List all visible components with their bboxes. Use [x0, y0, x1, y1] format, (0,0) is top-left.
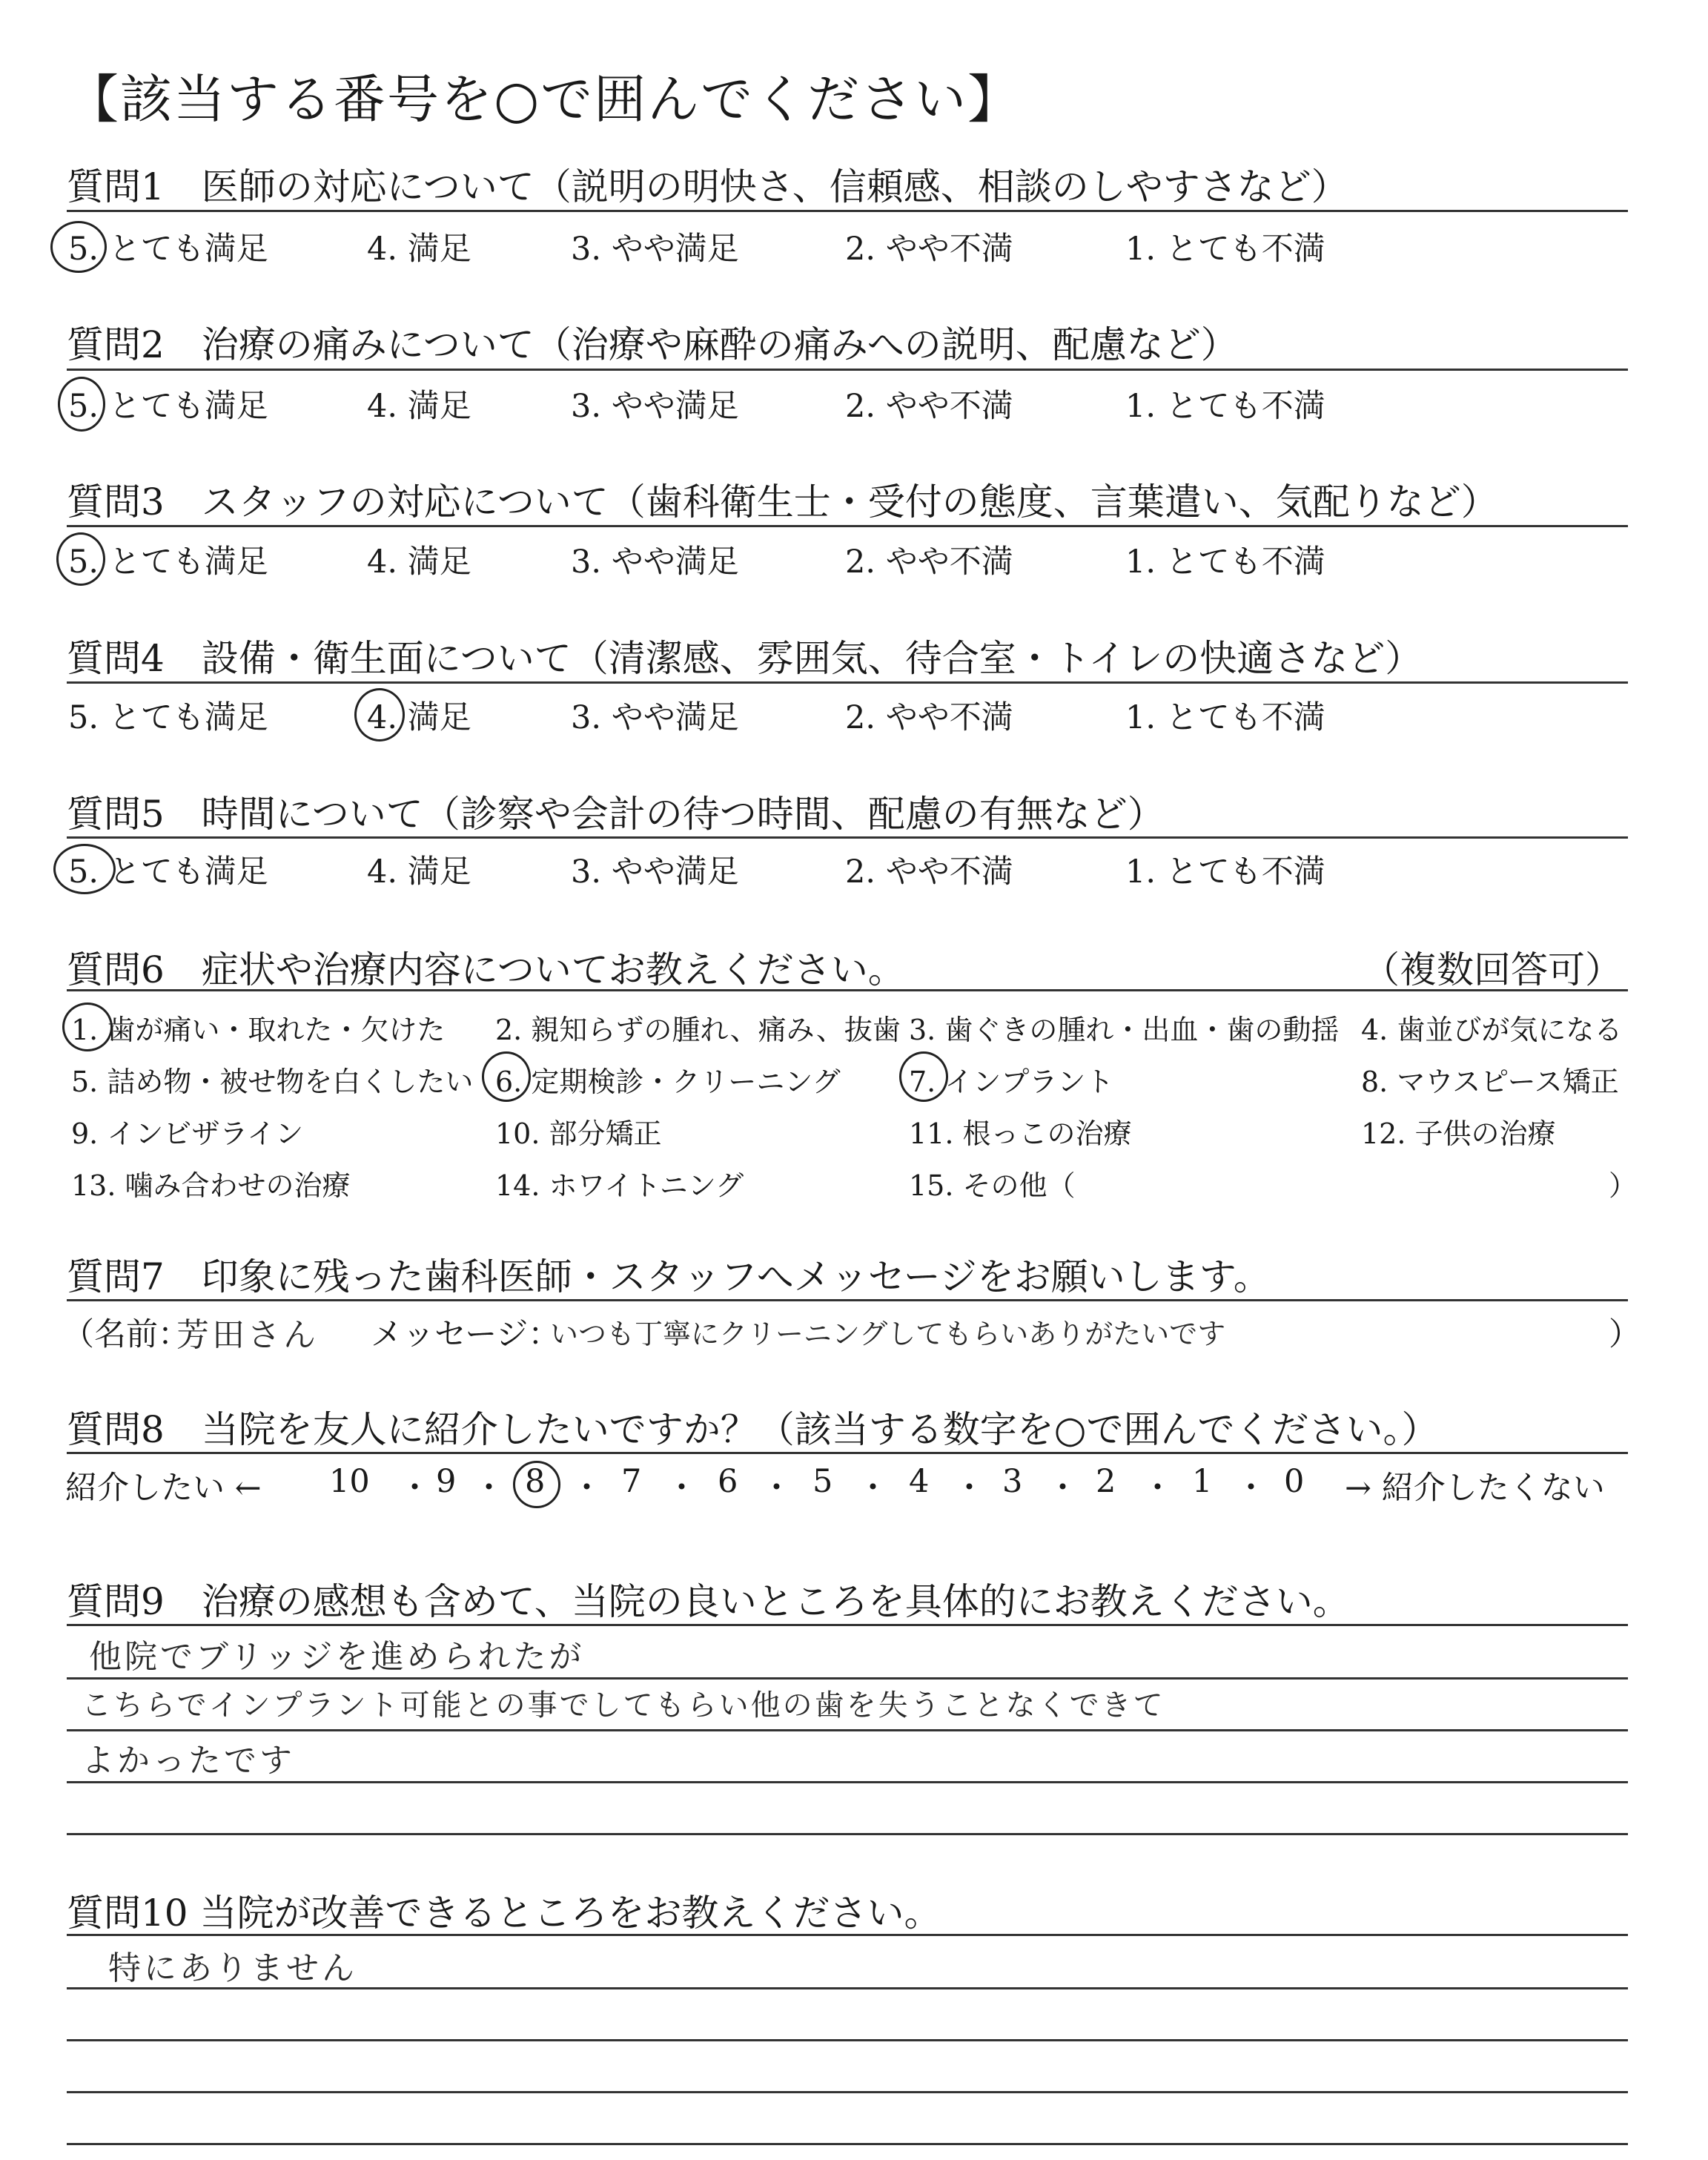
q9-answer-line-2[interactable]: こちらでインプラント可能との事でしてもらい他の歯を失うことなくできて — [82, 1688, 1165, 1723]
q1-title: 質問1 医師の対応について（説明の明快さ、信頼感、相談のしやすさなど） — [67, 165, 1348, 208]
q5-option-1[interactable]: 1. とても不満 — [1125, 853, 1325, 891]
q3-option-1[interactable]: 1. とても不満 — [1125, 544, 1325, 581]
q5-option-4[interactable]: 4. 満足 — [367, 853, 471, 891]
q6-item-8[interactable]: 8. マウスピース矯正 — [1361, 1066, 1619, 1098]
q9-title: 質問9 治療の感想も含めて、当院の良いところを具体的にお教えください。 — [67, 1580, 1350, 1623]
q3-title: 質問3 スタッフの対応について（歯科衛生士・受付の態度、言葉遣い、気配りなど） — [67, 480, 1498, 524]
q4-title: 質問4 設備・衛生面について（清潔感、雰囲気、待合室・トイレの快適さなど） — [67, 637, 1423, 680]
q9-rule-2 — [67, 1677, 1628, 1680]
q2-option-4[interactable]: 4. 満足 — [367, 388, 471, 425]
q2-option-3[interactable]: 3. やや満足 — [571, 388, 739, 425]
q6-item-13[interactable]: 13. 噛み合わせの治療 — [71, 1169, 351, 1202]
q6-item-7[interactable]: 7. インプラント — [909, 1066, 1114, 1098]
q8-title: 質問8 当院を友人に紹介したいですか？（該当する数字を○で囲んでください。） — [67, 1408, 1439, 1451]
q5-rule — [67, 836, 1628, 839]
q8-dot: ・ — [857, 1470, 889, 1507]
q3-option-4[interactable]: 4. 満足 — [367, 544, 471, 581]
q8-scale-6[interactable]: 6 — [718, 1463, 738, 1500]
q10-rule-5 — [67, 2143, 1628, 2145]
q1-option-4[interactable]: 4. 満足 — [367, 231, 471, 268]
q6-rule — [67, 989, 1628, 991]
q1-option-1[interactable]: 1. とても不満 — [1125, 231, 1325, 268]
q8-dot: ・ — [399, 1470, 431, 1507]
q7-name-value[interactable]: 芳田さん — [176, 1316, 319, 1354]
q4-option-5[interactable]: 5. とても満足 — [68, 699, 268, 736]
q8-rule — [67, 1452, 1628, 1454]
q7-message-value[interactable]: いつも丁寧にクリーニングしてもらいありがたいです — [550, 1318, 1226, 1350]
q6-item-5[interactable]: 5. 詰め物・被せ物を白くしたい — [71, 1066, 474, 1098]
q8-scale-0[interactable]: 0 — [1284, 1463, 1305, 1500]
q5-option-5[interactable]: 5. とても満足 — [68, 853, 268, 891]
q8-scale-8[interactable]: 8 — [525, 1463, 546, 1500]
q8-scale-3[interactable]: 3 — [1002, 1463, 1023, 1500]
q3-option-2[interactable]: 2. やや不満 — [845, 544, 1013, 581]
q5-option-2[interactable]: 2. やや不満 — [845, 853, 1013, 891]
q7-close: ） — [1609, 1316, 1641, 1353]
q5-option-3[interactable]: 3. やや満足 — [571, 853, 739, 891]
q8-dot: ・ — [1235, 1470, 1267, 1507]
q9-rule-3 — [67, 1729, 1628, 1731]
q6-item-2[interactable]: 2. 親知らずの腫れ、痛み、抜歯 — [495, 1014, 901, 1046]
q4-option-2[interactable]: 2. やや不満 — [845, 699, 1013, 736]
q2-title: 質問2 治療の痛みについて（治療や麻酔の痛みへの説明、配慮など） — [67, 323, 1238, 366]
q8-dot: ・ — [761, 1470, 792, 1507]
q6-item-14[interactable]: 14. ホワイトニング — [495, 1169, 744, 1202]
q9-rule-5 — [67, 1833, 1628, 1835]
q9-rule-1 — [67, 1624, 1628, 1626]
q2-rule — [67, 369, 1628, 371]
q8-scale-4[interactable]: 4 — [909, 1463, 930, 1500]
q8-dot: ・ — [666, 1470, 698, 1507]
q8-dot: ・ — [1142, 1470, 1174, 1507]
q3-option-3[interactable]: 3. やや満足 — [571, 544, 739, 581]
q8-dot: ・ — [953, 1470, 985, 1507]
q4-option-3[interactable]: 3. やや満足 — [571, 699, 739, 736]
q3-option-5[interactable]: 5. とても満足 — [68, 544, 268, 581]
q10-rule-1 — [67, 1934, 1628, 1936]
q7-name-label: （名前： — [62, 1316, 190, 1353]
q3-rule — [67, 525, 1628, 527]
q6-item-15-close: ） — [1609, 1169, 1638, 1202]
q6-item-3[interactable]: 3. 歯ぐきの腫れ・出血・歯の動揺 — [909, 1014, 1340, 1046]
q4-option-1[interactable]: 1. とても不満 — [1125, 699, 1325, 736]
q8-scale-5[interactable]: 5 — [812, 1463, 833, 1500]
q2-option-2[interactable]: 2. やや不満 — [845, 388, 1013, 425]
q8-scale-10[interactable]: 10 — [329, 1463, 370, 1500]
q8-scale-1[interactable]: 1 — [1192, 1463, 1213, 1500]
q5-title: 質問5 時間について（診察や会計の待つ時間、配慮の有無など） — [67, 793, 1165, 836]
q8-scale-7[interactable]: 7 — [621, 1463, 642, 1500]
q7-rule — [67, 1299, 1628, 1301]
q7-message-label: メッセージ： — [371, 1316, 560, 1353]
q4-rule — [67, 681, 1628, 684]
q10-rule-3 — [67, 2039, 1628, 2041]
q1-option-5[interactable]: 5. とても満足 — [68, 231, 268, 268]
q6-multiple-note: （複数回答可） — [1363, 948, 1622, 991]
q8-dot: ・ — [473, 1470, 505, 1507]
q9-rule-4 — [67, 1781, 1628, 1783]
q6-item-12[interactable]: 12. 子供の治療 — [1361, 1117, 1556, 1150]
q6-title: 質問6 症状や治療内容についてお教えください。 — [67, 948, 905, 991]
q10-title: 質問10 当院が改善できるところをお教えください。 — [67, 1892, 941, 1935]
q6-item-9[interactable]: 9. インビザライン — [71, 1117, 304, 1150]
q8-dot: ・ — [571, 1470, 603, 1507]
survey-heading: 【該当する番号を○で囲んでください】 — [67, 69, 1022, 130]
q7-title: 質問7 印象に残った歯科医師・スタッフへメッセージをお願いします。 — [67, 1255, 1271, 1298]
q6-item-15[interactable]: 15. その他（ — [909, 1169, 1076, 1202]
q10-answer-line-1[interactable]: 特にありません — [108, 1949, 357, 1987]
q8-right-label: → 紹介したくない — [1345, 1470, 1605, 1507]
q9-answer-line-1[interactable]: 他院でブリッジを進められたが — [89, 1638, 585, 1676]
q10-rule-4 — [67, 2091, 1628, 2093]
q8-scale-9[interactable]: 9 — [436, 1463, 457, 1500]
q6-item-6[interactable]: 6. 定期検診・クリーニング — [495, 1066, 841, 1098]
q1-option-2[interactable]: 2. やや不満 — [845, 231, 1013, 268]
q8-scale-2[interactable]: 2 — [1096, 1463, 1116, 1500]
q9-answer-line-3[interactable]: よかったです — [82, 1742, 295, 1780]
q6-item-4[interactable]: 4. 歯並びが気になる — [1361, 1014, 1623, 1046]
q6-item-10[interactable]: 10. 部分矯正 — [495, 1117, 662, 1150]
q8-left-label: 紹介したい ← — [65, 1470, 262, 1507]
q4-option-4[interactable]: 4. 満足 — [367, 699, 471, 736]
q2-option-5[interactable]: 5. とても満足 — [68, 388, 268, 425]
q6-item-1[interactable]: 1. 歯が痛い・取れた・欠けた — [71, 1014, 446, 1046]
q8-dot: ・ — [1047, 1470, 1079, 1507]
q1-rule — [67, 210, 1628, 212]
q2-option-1[interactable]: 1. とても不満 — [1125, 388, 1325, 425]
q1-option-3[interactable]: 3. やや満足 — [571, 231, 739, 268]
q6-item-11[interactable]: 11. 根っこの治療 — [909, 1117, 1132, 1150]
